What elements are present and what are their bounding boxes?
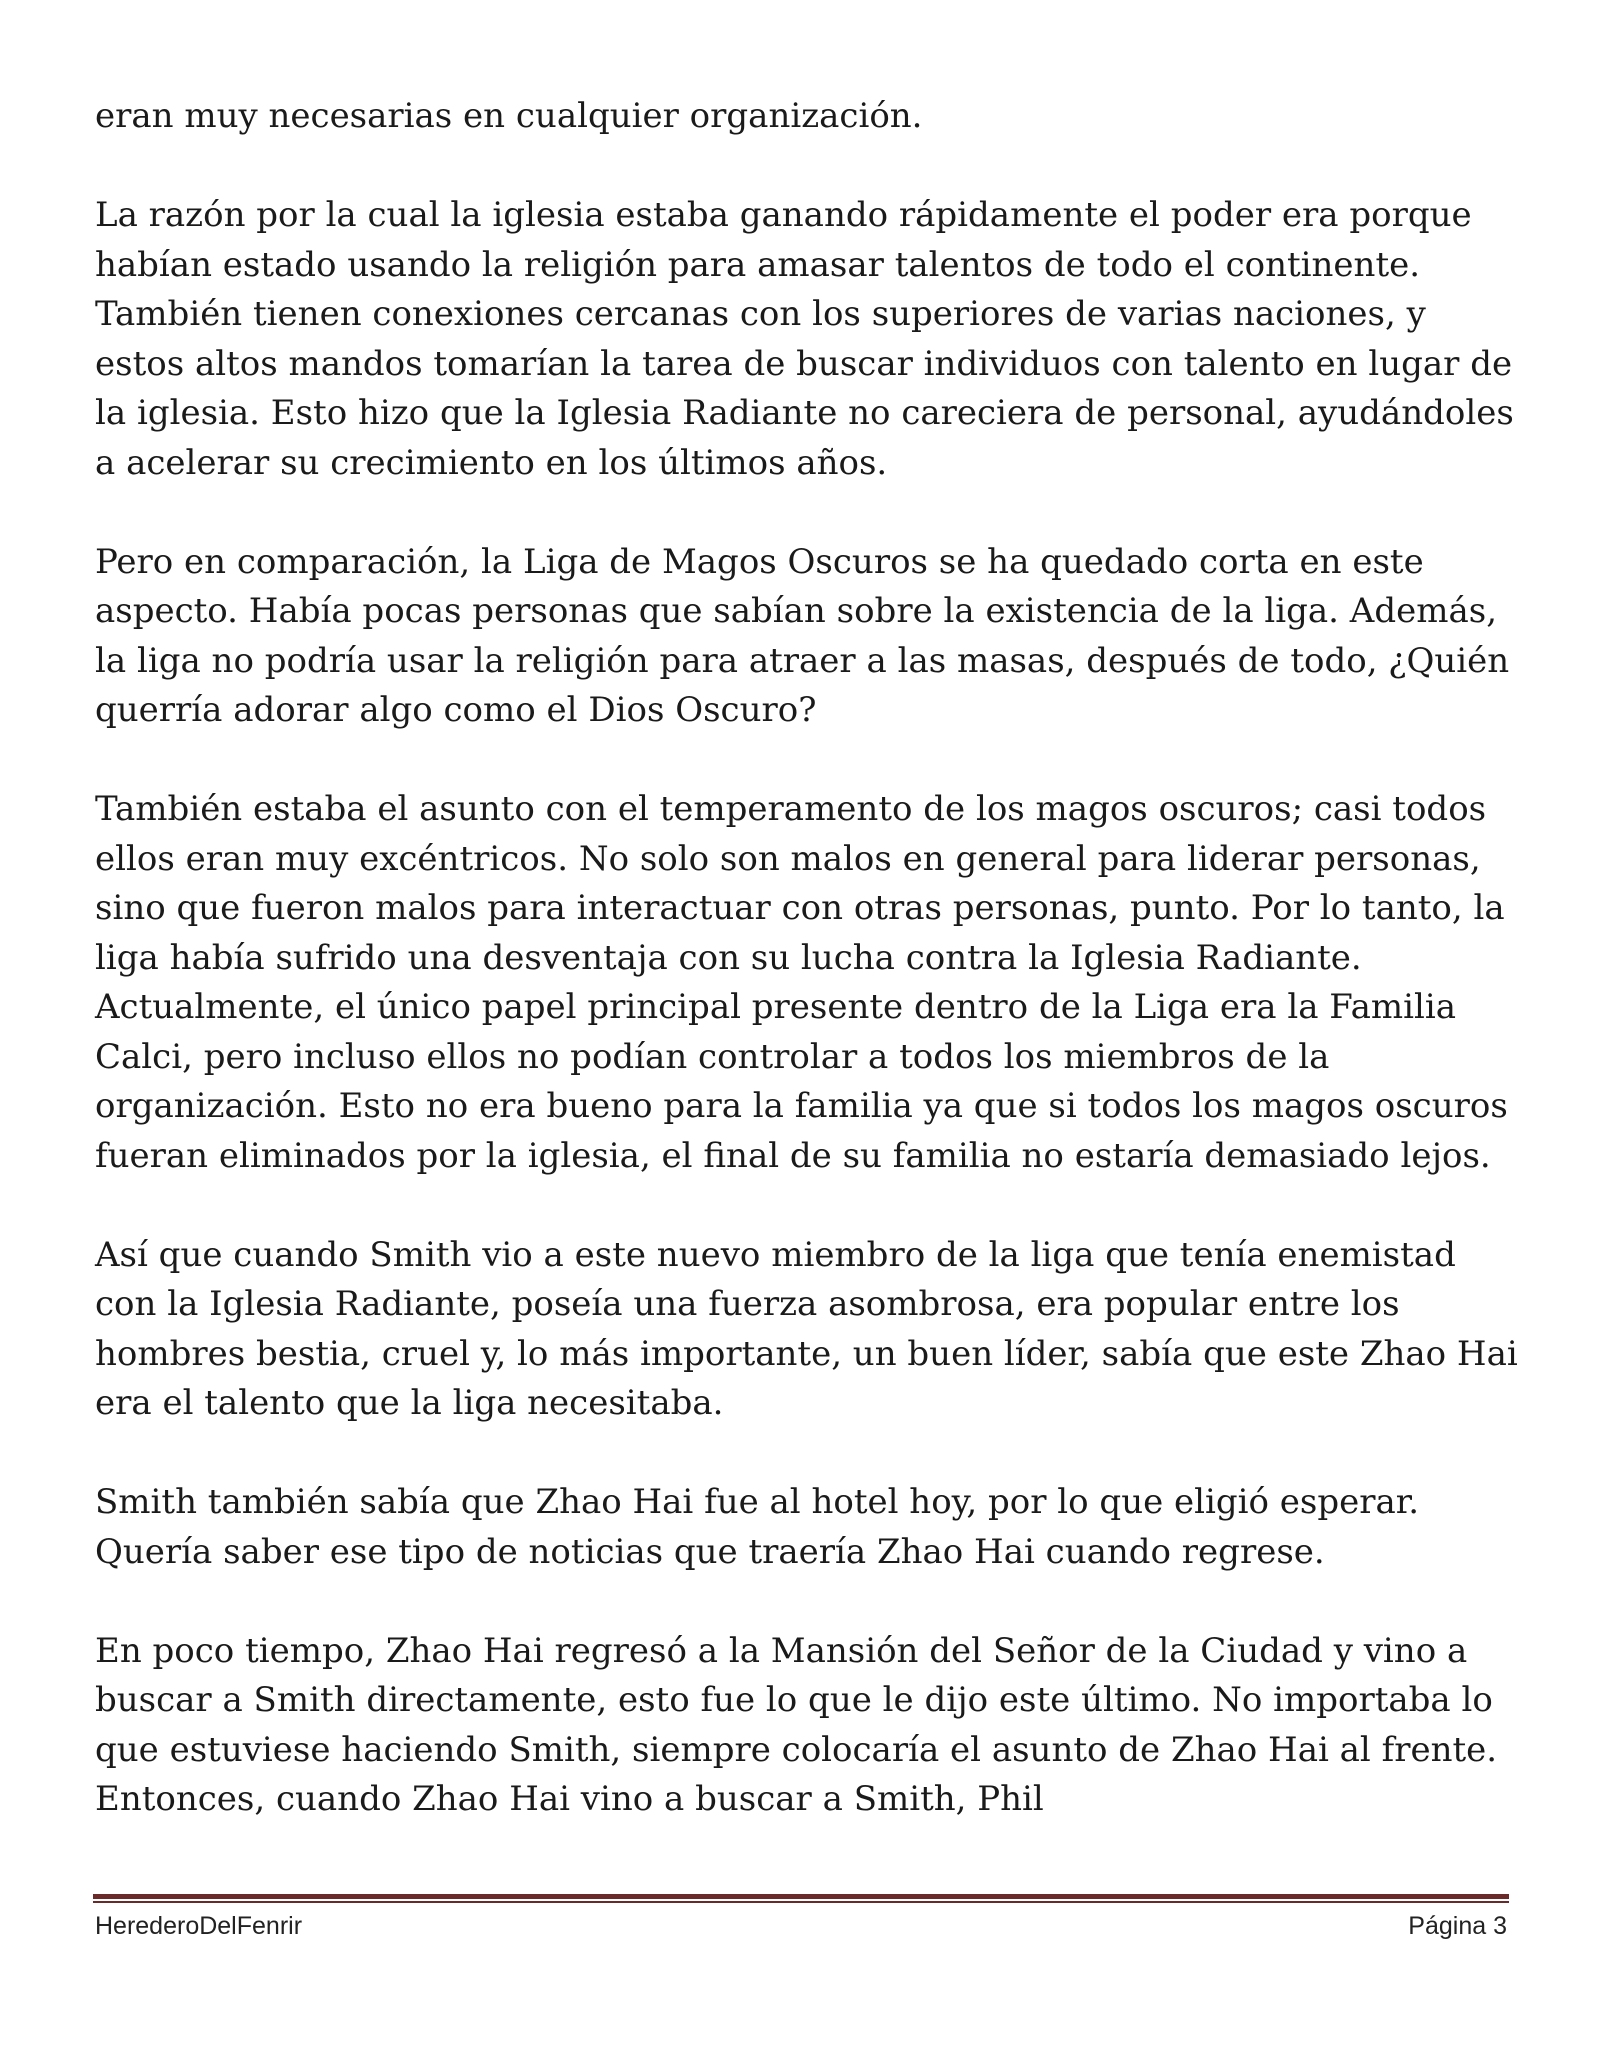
page-number: Página 3 [1408, 1912, 1507, 1940]
footer-rule-thick [93, 1894, 1509, 1899]
footer-rule-thin [93, 1901, 1509, 1903]
page-footer [95, 1912, 1507, 1941]
paragraph: eran muy necesarias en cualquier organización. [95, 96, 923, 136]
body-text [95, 92, 1525, 1825]
paragraph: También estaba el asunto con el temperamento de los magos oscuros; casi todos ellos eran muy excéntricos. No solo son malos en general para liderar personas, sino que fueron malos para interactuar con otras personas, punto. Por lo tanto, la liga había sufrido una desventaja con su lucha contra la Iglesia Radiante. Actualmente, el único papel principal presente dentro de la Liga era la Familia Calci, pero incluso ellos no podían controlar a todos los miembros de la organización. Esto no era bueno para la familia ya que si todos los magos oscuros fueran eliminados por la iglesia, el final de su familia no estaría demasiado lejos. [95, 789, 1508, 1176]
footer-rule [93, 1894, 1509, 1902]
footer-author: HerederoDelFenrir [95, 1912, 303, 1940]
paragraph: La razón por la cual la iglesia estaba ganando rápidamente el poder era porque habían estado usando la religión para amasar talentos de todo el continente. También tienen conexiones cercanas con los superiores de varias naciones, y estos altos mandos tomarían la tarea de buscar individuos con talento en lugar de la iglesia. Esto hizo que la Iglesia Radiante no careciera de personal, ayudándoles a acelerar su crecimiento en los últimos años. [95, 195, 1514, 483]
paragraph: En poco tiempo, Zhao Hai regresó a la Mansión del Señor de la Ciudad y vino a buscar a Smith directamente, esto fue lo que le dijo este último. No importaba lo que estuviese haciendo Smith, siempre colocaría el asunto de Zhao Hai al frente. Entonces, cuando Zhao Hai vino a buscar a Smith, Phil [95, 1630, 1498, 1819]
paragraph: Así que cuando Smith vio a este nuevo miembro de la liga que tenía enemistad con la Iglesia Radiante, poseía una fuerza asombrosa, era popular entre los hombres bestia, cruel y, lo más importante, un buen líder, sabía que este Zhao Hai era el talento que la liga necesitaba. [95, 1234, 1518, 1423]
paragraph: Smith también sabía que Zhao Hai fue al hotel hoy, por lo que eligió esperar. Quería saber ese tipo de noticias que traería Zhao Hai cuando regrese. [95, 1482, 1420, 1572]
paragraph: Pero en comparación, la Liga de Magos Oscuros se ha quedado corta en este aspecto. Había pocas personas que sabían sobre la existencia de la liga. Además, la liga no podría usar la religión para atraer a las masas, después de todo, ¿Quién querría adorar algo como el Dios Oscuro? [95, 541, 1510, 730]
